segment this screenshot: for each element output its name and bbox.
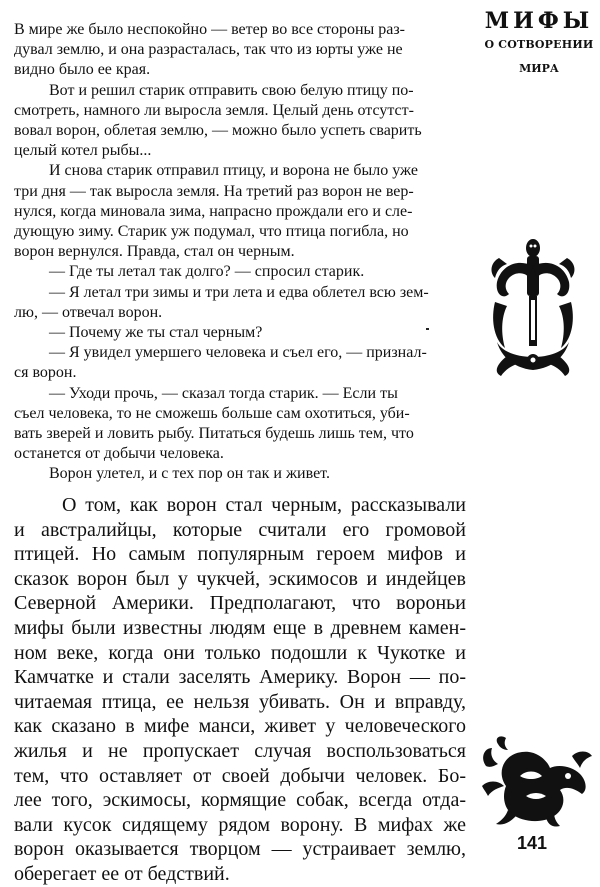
text-line: вали кусок сидящему рядом ворону. В мифах же: [14, 813, 466, 836]
text-line: — Уходи прочь, — сказал тогда старик. — Если ты: [49, 384, 398, 402]
text-line: нулся, когда миновала зима, напрасно прождали его и сле-: [14, 202, 413, 220]
totem-figure-illustration-icon: [487, 238, 579, 378]
lower-text-block: [14, 493, 466, 887]
text-line: — Я летал три зимы и три лета и едва облетел всю зем-: [49, 283, 429, 301]
text-line: ном веке, когда они только подошли к Чукотке и: [14, 641, 466, 664]
text-line: — Я увидел умершего человека и съел его, — признал-: [49, 344, 427, 362]
text-line: О том, как ворон стал черным, рассказывали: [62, 494, 466, 516]
text-line: целый котел рыбы...: [14, 142, 152, 160]
text-line: ворон оказывается творцом — устраивает землю,: [14, 838, 466, 861]
text-line: ся ворон.: [14, 364, 77, 382]
text-line: съел человека, то не сможешь больше сам охотиться, уби-: [14, 404, 410, 422]
text-line: смотреть, намного ли выросла земля. Целый день отсутст-: [14, 101, 414, 119]
text-line: — Почему же ты стал черным?: [49, 324, 263, 342]
text-line: тем, что оставляет от своей добычи человек. Бо-: [14, 764, 466, 787]
text-line: лее того, эскимосы, кормящие собак, всегда отда-: [14, 789, 466, 812]
text-line: Вот и решил старик отправить свою белую птицу по-: [49, 81, 414, 99]
text-line: три дня — так выросла земля. На третий раз ворон не вер-: [14, 182, 414, 200]
sidebar-title: МИФЫ: [484, 8, 594, 34]
text-line: жилья и не пропускает случая воспользоваться: [14, 739, 466, 762]
text-line: И снова старик отправил птицу, и ворона не было уже: [49, 162, 418, 180]
sidebar-subtitle-2: МИРА: [519, 62, 559, 75]
text-line: мифы были известны людям еще в древнем камен-: [14, 616, 466, 639]
sidebar-subtitle: О СОТВОРЕНИИ: [484, 38, 594, 51]
text-line: Ворон улетел, и с тех пор он так и живет.: [49, 465, 330, 483]
text-line: дующую зиму. Старик уж подумал, что птица погибла, но: [14, 223, 409, 241]
text-line: В мире же было неспокойно — ветер во все стороны раз-: [14, 21, 405, 38]
text-line: как сказано в мифе манси, живет у человеческого: [14, 715, 466, 738]
text-line: — Где ты летал так долго? — спросил старик.: [49, 263, 365, 281]
text-line: птицей. Но самым популярным героем мифов и: [14, 543, 466, 566]
text-line: оберегает ее от бедствий.: [14, 862, 230, 885]
text-line: Камчатке и стали заселять Америку. Ворон — по-: [14, 666, 466, 689]
text-line: и австралийцы, которые считали его громовой: [14, 518, 466, 541]
text-line: вать зверей и ловить рыбу. Питаться будешь лишь тем, что: [14, 425, 414, 443]
text-line: сказок ворон был у чукчей, эскимосов и индейцев: [14, 567, 466, 590]
text-line: ворон вернулся. Правда, стал он черным.: [14, 243, 295, 261]
upper-text-block: [14, 20, 462, 485]
page-number: 141: [517, 833, 548, 853]
text-line: читаемая птица, ее нельзя убивать. Он и вправду,: [14, 690, 466, 713]
text-line: дувал землю, и она разрасталась, так что из юрты уже не: [14, 41, 403, 59]
text-line: видно было ее края.: [14, 61, 151, 79]
ink-speck: [426, 328, 429, 330]
dragon-beast-illustration-icon: [476, 736, 596, 828]
text-line: лю, — отвечал ворон.: [14, 303, 163, 321]
text-line: вовал ворон, облетая землю, — можно было успеть сварить: [14, 122, 422, 140]
text-line: останется от добычи человека.: [14, 445, 224, 463]
text-line: Северной Америки. Предполагают, что вороньи: [14, 592, 466, 615]
